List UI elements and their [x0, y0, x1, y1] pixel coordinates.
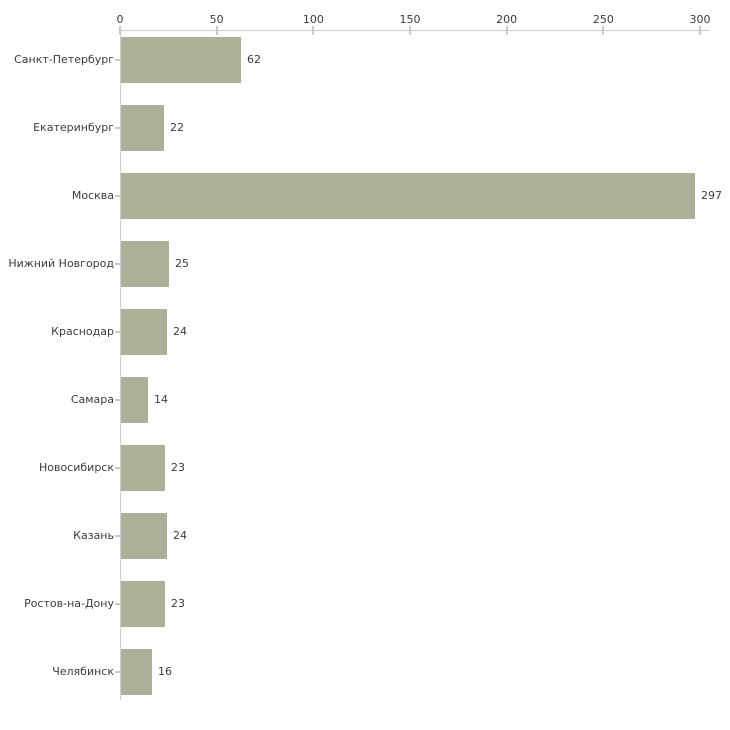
value-label: 23 — [171, 461, 185, 474]
bar — [121, 105, 164, 151]
category-label: Екатеринбург — [33, 121, 114, 134]
category-label: Санкт-Петербург — [14, 53, 114, 66]
bar — [121, 649, 152, 695]
category-label: Новосибирск — [38, 461, 114, 474]
bar — [121, 581, 165, 627]
x-axis-tick-mark — [216, 26, 218, 35]
category-tick-mark — [115, 263, 120, 265]
value-label: 16 — [158, 665, 172, 678]
value-label: 23 — [171, 597, 185, 610]
x-axis-tick-mark — [602, 26, 604, 35]
value-label: 297 — [701, 189, 722, 202]
bar — [121, 37, 241, 83]
category-label: Краснодар — [51, 325, 114, 338]
x-axis-tick-label: 300 — [689, 13, 711, 26]
category-tick-mark — [115, 399, 120, 401]
category-tick-mark — [115, 127, 120, 129]
x-axis-tick-label: 150 — [399, 13, 421, 26]
bar — [121, 377, 148, 423]
category-tick-mark — [115, 59, 120, 61]
category-tick-mark — [115, 195, 120, 197]
x-axis-tick-label: 250 — [592, 13, 614, 26]
x-axis-tick-label: 100 — [302, 13, 324, 26]
x-axis-tick-mark — [699, 26, 701, 35]
category-label: Казань — [73, 529, 114, 542]
bar — [121, 445, 165, 491]
x-axis-tick-label: 200 — [496, 13, 518, 26]
category-tick-mark — [115, 671, 120, 673]
category-tick-mark — [115, 603, 120, 605]
category-label: Москва — [71, 189, 114, 202]
bar — [121, 173, 695, 219]
value-label: 25 — [175, 257, 189, 270]
category-label: Нижний Новгород — [8, 257, 114, 270]
value-label: 24 — [173, 529, 187, 542]
x-axis-tick-mark — [409, 26, 411, 35]
value-label: 22 — [170, 121, 184, 134]
x-axis-tick-label: 0 — [116, 13, 124, 26]
x-axis-tick-mark — [506, 26, 508, 35]
category-label: Самара — [70, 393, 114, 406]
x-axis-tick-mark — [312, 26, 314, 35]
bar — [121, 513, 167, 559]
value-label: 24 — [173, 325, 187, 338]
value-label: 62 — [247, 53, 261, 66]
category-tick-mark — [115, 467, 120, 469]
bar — [121, 309, 167, 355]
x-axis-tick-mark — [119, 26, 121, 35]
bar — [121, 241, 169, 287]
category-tick-mark — [115, 331, 120, 333]
x-axis-tick-label: 50 — [209, 13, 224, 26]
value-label: 14 — [154, 393, 168, 406]
x-axis-line — [120, 30, 710, 31]
category-label: Ростов-на-Дону — [24, 597, 114, 610]
category-tick-mark — [115, 535, 120, 537]
category-label: Челябинск — [52, 665, 114, 678]
